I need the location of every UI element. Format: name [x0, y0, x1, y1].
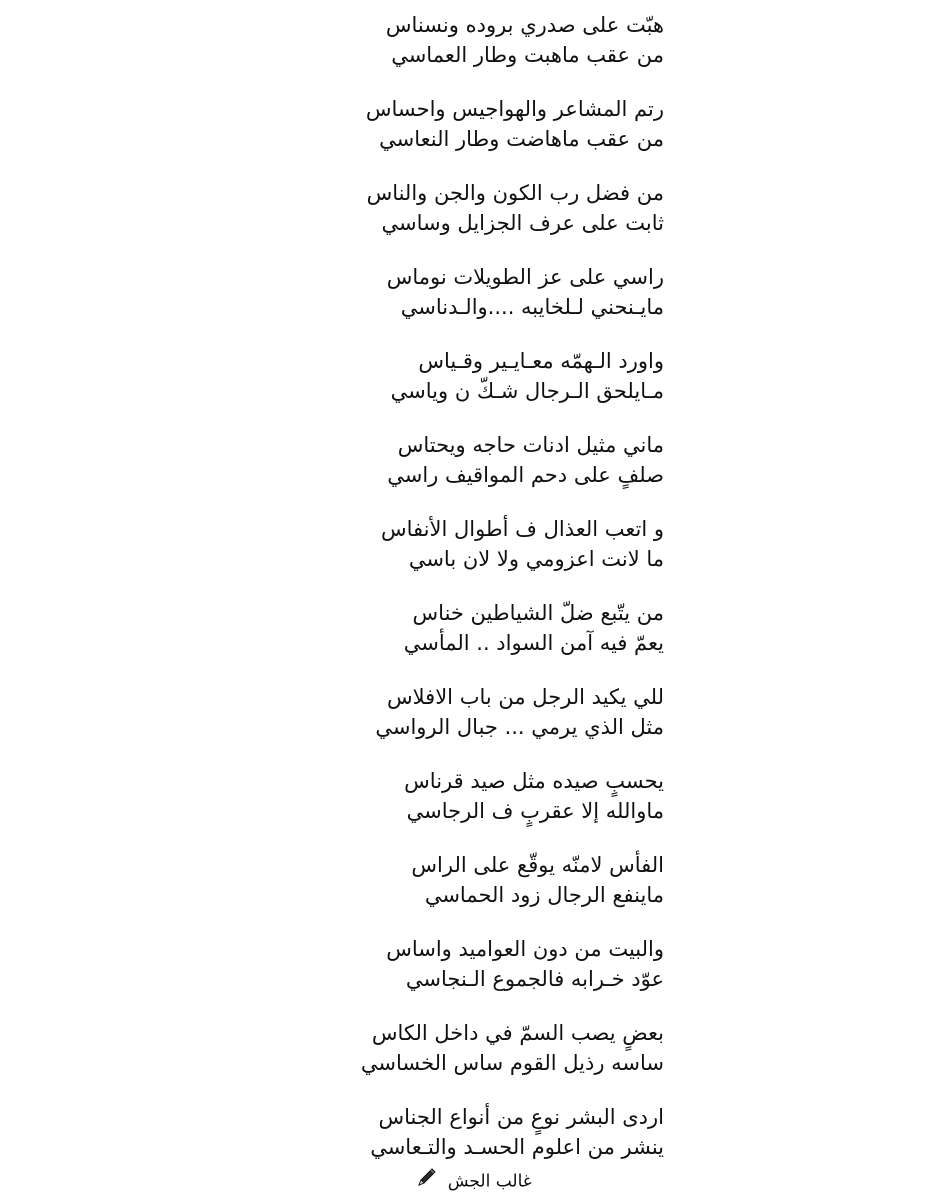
verse-line: ماينفع الرجال زود الحماسي	[424, 883, 664, 907]
verse-line: الفأس لامنّه يوقّع على الراس	[411, 853, 664, 877]
verse-line: اردى البشر نوعٍ من أنواع الجناس	[378, 1105, 664, 1129]
poet-name: غالب الجش	[447, 1171, 532, 1192]
stanza	[0, 10, 948, 94]
verse-line: و اتعب العذال ف أطوال الأنفاس	[381, 517, 664, 541]
verse-line: من عقب ماهبت وطار العماسي	[391, 43, 664, 67]
verse-line: من فضل رب الكون والجن والناس	[366, 181, 664, 205]
stanza	[0, 94, 948, 178]
stanza	[0, 850, 948, 934]
verse-line: واورد الـهمّه معـايـير وقـياس	[418, 349, 664, 373]
verse-line: ساسه رذيل القوم ساس الخساسي	[360, 1051, 664, 1075]
verse-line: من يتّبع ضلّ الشياطين خناس	[412, 601, 664, 625]
verse-line: ما لانت اعزومي ولا لان باسي	[408, 547, 664, 571]
verse-line: يحسبٍ صيده مثل صيد قرناس	[404, 769, 664, 793]
verse-line: ثابت على عرف الجزايل وساسي	[381, 211, 664, 235]
verse-line: صلفٍ على دحم المواقيف راسي	[387, 463, 664, 487]
stanza	[0, 766, 948, 850]
poem	[0, 10, 948, 1186]
stanza	[0, 598, 948, 682]
stanza	[0, 934, 948, 1018]
verse-line: رتم المشاعر والهواجيس واحساس	[365, 97, 664, 121]
stanza	[0, 514, 948, 598]
verse-line: للي يكيد الرجل من باب الافلاس	[387, 685, 664, 709]
verse-line: والبيت من دون العواميد واساس	[386, 937, 664, 961]
verse-line: يعمّ فيه آمن السواد .. المأسي	[403, 631, 664, 655]
verse-line: بعضٍ يصب السمّ في داخل الكاس	[371, 1021, 664, 1045]
verse-line: مثل الذي يرمي ... جبال الرواسي	[375, 715, 664, 739]
stanza	[0, 178, 948, 262]
poet-signature	[0, 1166, 948, 1197]
verse-line: مايـنحني لـلخايبه ....والـدناسي	[400, 295, 664, 319]
verse-line: ماوالله إلا عقربٍ ف الرجاسي	[406, 799, 664, 823]
stanza	[0, 430, 948, 514]
stanza	[0, 262, 948, 346]
stanza	[0, 682, 948, 766]
stanza	[0, 346, 948, 430]
verse-line: راسي على عز الطويلات نوماس	[386, 265, 664, 289]
verse-line: ينشر من اعلوم الحسـد والتـعاسي	[370, 1135, 664, 1159]
verse-line: من عقب ماهاضت وطار النعاسي	[379, 127, 664, 151]
verse-line: هبّت على صدري بروده ونسناس	[385, 13, 664, 37]
verse-line: عوّد خـرابه فالجموع الـنجاسي	[405, 967, 664, 991]
pen-icon	[416, 1166, 438, 1197]
stanza	[0, 1018, 948, 1102]
verse-line: مـايلحق الـرجال شـكّ ن وياسي	[390, 379, 664, 403]
verse-line: ماني مثيل ادنات حاجه ويحتاس	[397, 433, 664, 457]
